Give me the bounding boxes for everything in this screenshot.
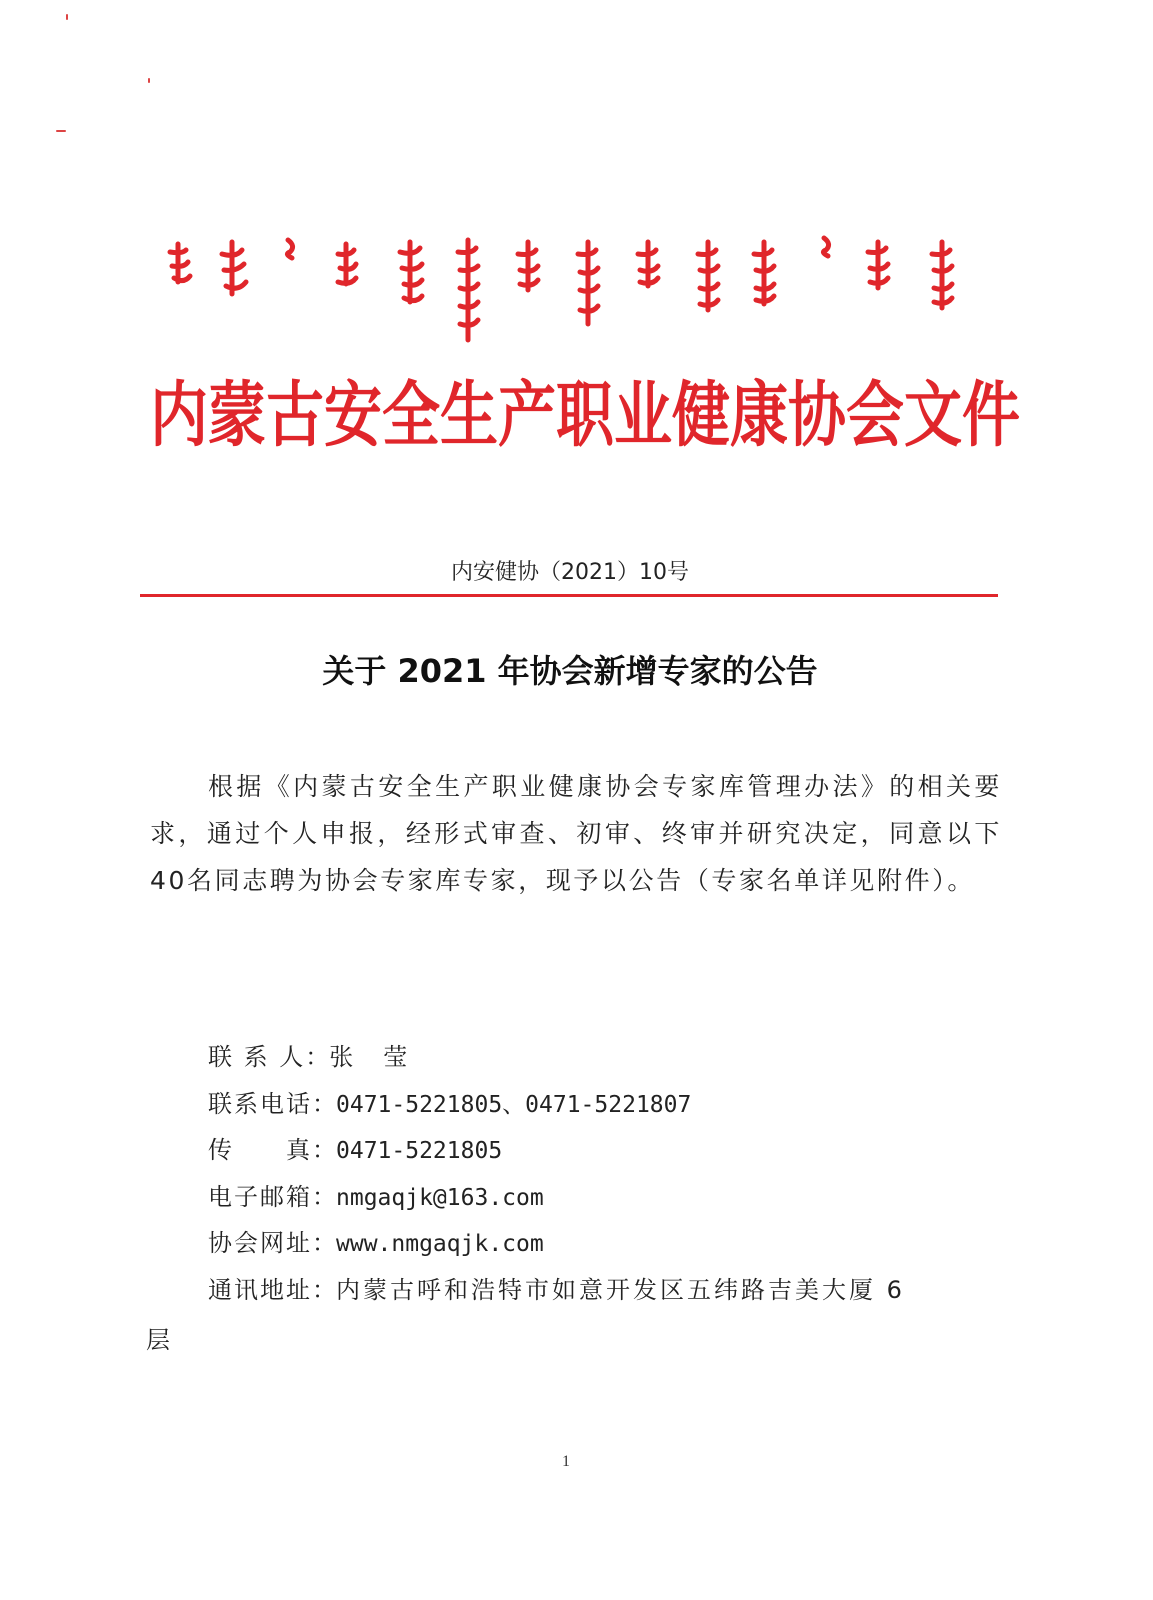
organization-title: 内蒙古安全生产职业健康协会文件 — [150, 373, 1021, 457]
mongolian-script-glyphs — [160, 232, 980, 352]
website-value: www.nmgaqjk.com — [336, 1231, 544, 1258]
contact-person-row: 联 系 人：张 莹 — [150, 1034, 1010, 1081]
announcement-body: 根据《内蒙古安全生产职业健康协会专家库管理办法》的相关要求，通过个人申报，经形式审查、初审、终审并研究决定，同意以下40名同志聘为协会专家库专家，现予以公告（专家名单详见附件）。 — [150, 772, 1002, 895]
document-number: 内安健协（2021）10号 — [451, 560, 689, 585]
phone-value: 0471-5221805、0471-5221807 — [336, 1091, 692, 1118]
fax-value: 0471-5221805 — [336, 1138, 503, 1165]
website-label: 协会网址 — [208, 1229, 312, 1258]
email-value: nmgaqjk@163.com — [336, 1184, 544, 1211]
red-divider-line — [140, 594, 998, 597]
address-label: 通讯地址 — [208, 1275, 312, 1304]
website-row: 协会网址：www.nmgaqjk.com — [150, 1220, 1010, 1267]
address-value: 内蒙古呼和浩特市如意开发区五纬路吉美大厦 6 — [336, 1275, 905, 1304]
scan-speck — [66, 14, 68, 20]
mongolian-script-header — [160, 232, 980, 352]
scan-speck — [148, 78, 150, 83]
address-row: 通讯地址：内蒙古呼和浩特市如意开发区五纬路吉美大厦 6 — [150, 1267, 1010, 1314]
phone-label: 联系电话 — [208, 1089, 312, 1118]
fax-row: 传 真：0471-5221805 — [150, 1127, 1010, 1174]
page-number: 1 — [562, 1453, 570, 1470]
email-label: 电子邮箱 — [208, 1182, 312, 1211]
contact-person-label: 联 系 人 — [208, 1043, 306, 1071]
phone-row: 联系电话：0471-5221805、0471-5221807 — [150, 1081, 1010, 1128]
scan-speck — [56, 130, 66, 132]
address-wrap-line: 层 — [146, 1326, 170, 1354]
announcement-title: 关于 2021 年协会新增专家的公告 — [322, 652, 818, 690]
contact-info — [150, 1034, 1010, 1314]
email-row: 电子邮箱：nmgaqjk@163.com — [150, 1174, 1010, 1221]
fax-label: 传 真 — [208, 1136, 312, 1165]
contact-person-value: 张 莹 — [329, 1043, 411, 1071]
